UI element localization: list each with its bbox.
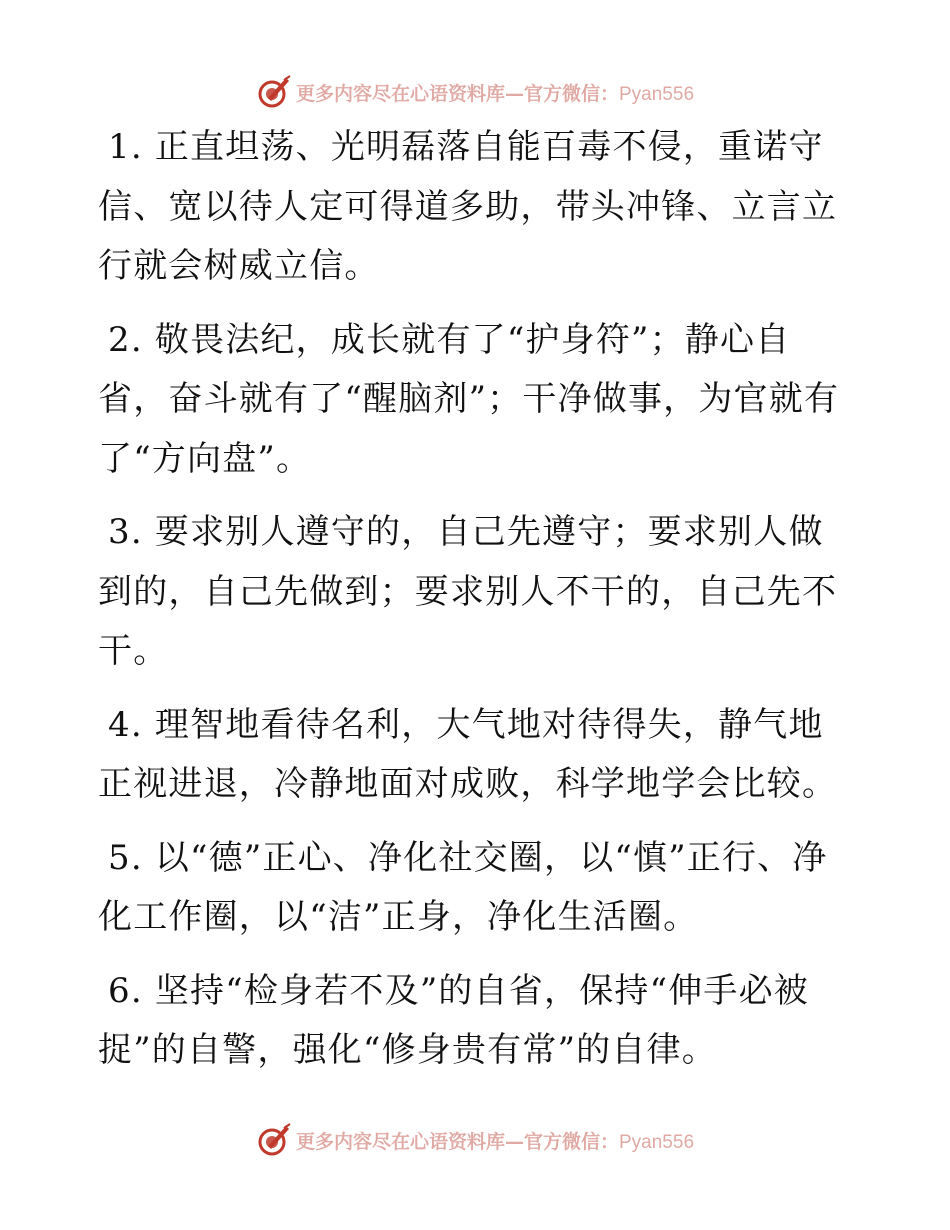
paragraph-2: 2. 敬畏法纪，成长就有了“护身符”；静心自省，奋斗就有了“醒脑剂”；干净做事，为官就有了“方向盘”。	[98, 319, 840, 479]
document-body	[98, 118, 858, 1095]
paragraph-1: 1. 正直坦荡、光明磊落自能百毒不侵，重诺守信、宽以待人定可得道多助，带头冲锋、立言立行就会树威立信。	[98, 127, 838, 286]
paragraph-5: 5. 以“德”正心、净化社交圈，以“慎”正行、净化工作圈，以“洁”正身，净化生活圈。	[98, 837, 828, 937]
paragraph-4: 4. 理智地看待名利，大气地对待得失，静气地正视进退，冷静地面对成败，科学地学会比较。	[98, 704, 838, 804]
footer-watermark	[0, 1118, 950, 1162]
paragraph-6: 6. 坚持“检身若不及”的自省，保持“伸手必被捉”的自警，强化“修身贵有常”的自律。	[98, 970, 809, 1070]
quill-seal-logo-icon	[256, 1122, 292, 1158]
watermark-text: 更多内容尽在心语资料库—官方微信：Pyan556	[295, 82, 695, 105]
paragraph-3: 3. 要求别人遵守的，自己先遵守；要求别人做到的，自己先做到；要求别人不干的，自己先不干。	[98, 512, 838, 671]
watermark-account: Pyan556	[619, 83, 695, 105]
watermark-text: 更多内容尽在心语资料库—官方微信：Pyan556	[295, 1130, 695, 1153]
header-watermark	[0, 70, 950, 114]
watermark-account: Pyan556	[619, 1131, 695, 1153]
quill-seal-logo-icon	[256, 74, 292, 110]
